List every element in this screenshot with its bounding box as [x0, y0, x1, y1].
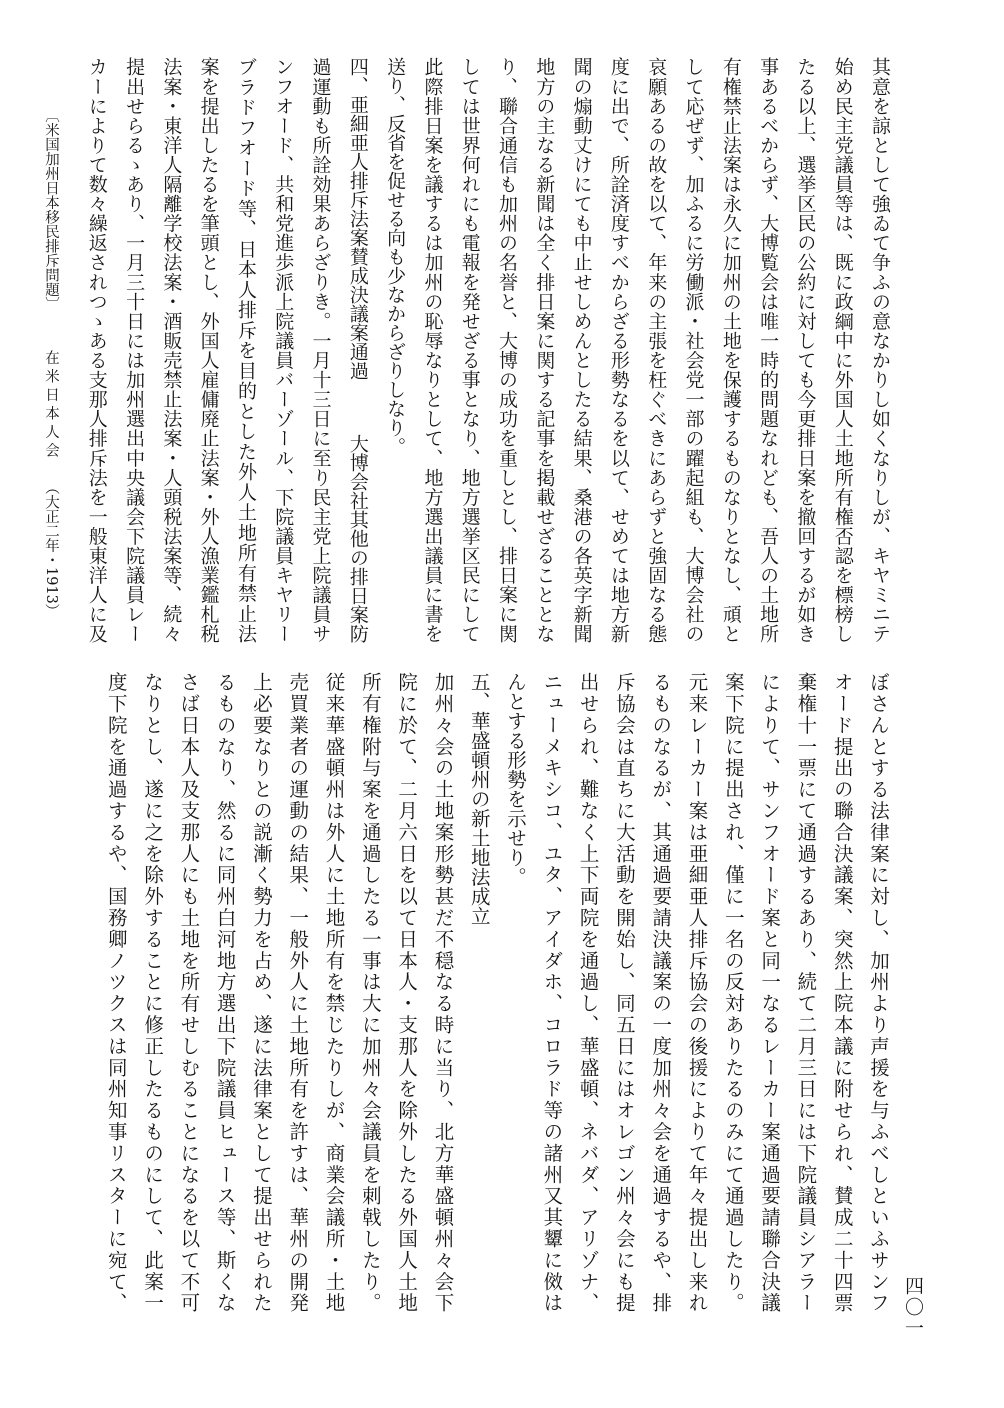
text-column: 有権禁止法案は永久に加州の土地を保護するものなりとなし、頑と — [719, 57, 742, 643]
text-column-paragraph-end: んとする形勢を示せり。 — [504, 672, 528, 887]
text-column: 地方の主なる新聞は全く排日案に関する記事を掲載せざることとな — [533, 57, 556, 643]
source-title: 〔米国加州日本移民排斥問題〕 — [43, 108, 59, 311]
section-text-start: 大博会社其他の排日案防 — [346, 434, 369, 643]
source-note — [40, 0, 62, 640]
text-column-paragraph-end: 送り、反省を促せる向も少なからざりしなり。 — [384, 57, 407, 456]
text-column: 出せられ、難なく上下両院を通過し、華盛頓、ネバダ、アリゾナ、 — [576, 672, 600, 1312]
source-date: （大正二年・1913） — [43, 480, 59, 619]
lower-text-band — [97, 672, 896, 1312]
text-column: 提出せらるゝあり、一月三十日には加州選出中央議会下院議員レー — [123, 57, 146, 643]
text-column: たる以上、選挙区民の公約に対しても今更排日案を撤回するが如き — [794, 57, 817, 643]
section-heading-5: 五、華盛頓州の新土地法成立 — [467, 672, 491, 926]
text-column: オード提出の聯合決議案、突然上院本議に附せられ、賛成二十四票 — [830, 672, 854, 1312]
text-column: して応ぜず、加ふるに労働派・社会党一部の躍起組も、大博会社の — [682, 57, 705, 643]
text-column: 加州々会の土地案形勢甚だ不穏なる時に当り、北方華盛頓州々会下 — [431, 672, 455, 1312]
text-column: 法案・東洋人隔離学校法案・酒販売禁止法案・人頭税法案等、続々 — [160, 57, 183, 643]
text-column: 上必要なりとの説漸く勢力を占め、遂に法律案として提出せられた — [249, 672, 273, 1312]
text-column: さば日本人及支那人にも土地を所有せしむることになるを以て不可 — [177, 672, 201, 1312]
text-column: 案下院に提出され、僅に一名の反対ありたるのみにて通過したり。 — [721, 672, 745, 1312]
text-column: 売買業者の運動の結果、一般外人に土地所有を許すは、華州の開発 — [286, 672, 310, 1312]
text-column: 度に出で、所詮済度すべからざる形勢なるを以て、せめては地方新 — [607, 57, 630, 643]
text-column: によりて、サンフオード案と同一なるレーカー案通過要請聯合決議 — [758, 672, 782, 1312]
section-heading-column — [339, 57, 376, 643]
text-column: 過運動も所詮効果あらざりき。一月十三日に至り民主党上院議員サ — [309, 57, 332, 643]
text-column: 聞の煽動丈けにても中止せしめんとしたる結果、桑港の各英字新聞 — [570, 57, 593, 643]
text-column: 元来レーカー案は亜細亜人排斥協会の後援によりて年々提出し来れ — [685, 672, 709, 1312]
text-column: るものなり、然るに同州白河地方選出下院議員ヒュース等、斯くな — [213, 672, 237, 1312]
text-column: 所有権附与案を通過したる一事は大に加州々会議員を刺戟したり。 — [358, 672, 382, 1312]
text-column: 院に於て、二月六日を以て日本人・支那人を除外したる外国人土地 — [395, 672, 419, 1312]
text-column: 棄権十一票にて通過するあり、続て二月三日には下院議員シアラー — [794, 672, 818, 1312]
text-column: なりとし、遂に之を除外することに修正したるものにして、此案一 — [141, 672, 165, 1312]
text-column: り、聯合通信も加州の名誉と、大博の成功を重しとし、排日案に関 — [496, 57, 519, 643]
text-column: ぼさんとする法律案に対し、加州より声援を与ふべしといふサンフ — [867, 672, 890, 1312]
text-column: 従来華盛頓州は外人に土地所有を禁じたりしが、商業会議所・土地 — [322, 672, 346, 1312]
text-column: ブラドフオード等、日本人排斥を目的とした外人土地所有禁止法 — [234, 57, 257, 643]
source-author: 在米日本人会 — [43, 350, 59, 461]
text-column: ンフオード、共和党進歩派上院議員バーゾール、下院議員キヤリー — [272, 57, 295, 643]
text-column: 事あるべからず、大博覧会は唯一時的問題なれども、吾人の土地所 — [757, 57, 780, 643]
text-column: 始め民主党議員等は、既に政綱中に外国人土地所有権否認を標榜し — [831, 57, 854, 643]
text-column: 案を提出したるを筆頭とし、外国人雇傭廃止法案・外人漁業鑑札税 — [197, 57, 220, 643]
text-column: カーによりて数々繰返されつゝある支那人排斥法を一般東洋人に及 — [85, 57, 108, 643]
text-column: しては世界何れにも電報を発せざる事となり、地方選挙区民にして — [458, 57, 481, 643]
text-column: 其意を諒として強ゐて争ふの意なかりし如くなりしが、キヤミニテ — [869, 57, 891, 643]
text-column: 此際排日案を議するは加州の恥辱なりとして、地方選出議員に書を — [421, 57, 444, 643]
section-heading-4: 四、亜細亜人排斥法案賛成決議案通過 — [346, 57, 369, 380]
upper-text-band — [77, 57, 898, 643]
text-column: るものなるが、其通過要請決議案の一度加州々会を通過するや、排 — [649, 672, 673, 1312]
text-column: 度下院を通過するや、国務卿ノツクスは同州知事リスターに宛て、 — [104, 672, 128, 1312]
text-column: 斥協会は直ちに大活動を開始し、同五日にはオレゴン州々会にも提 — [612, 672, 636, 1312]
text-column: ニューメキシコ、ユタ、アイダホ、コロラド等の諸州又其顰に傚は — [540, 672, 564, 1312]
page-number: 四〇一 — [902, 1276, 924, 1339]
text-column: 哀願あるの故を以て、年来の主張を枉ぐべきにあらずと強固なる態 — [645, 57, 668, 643]
